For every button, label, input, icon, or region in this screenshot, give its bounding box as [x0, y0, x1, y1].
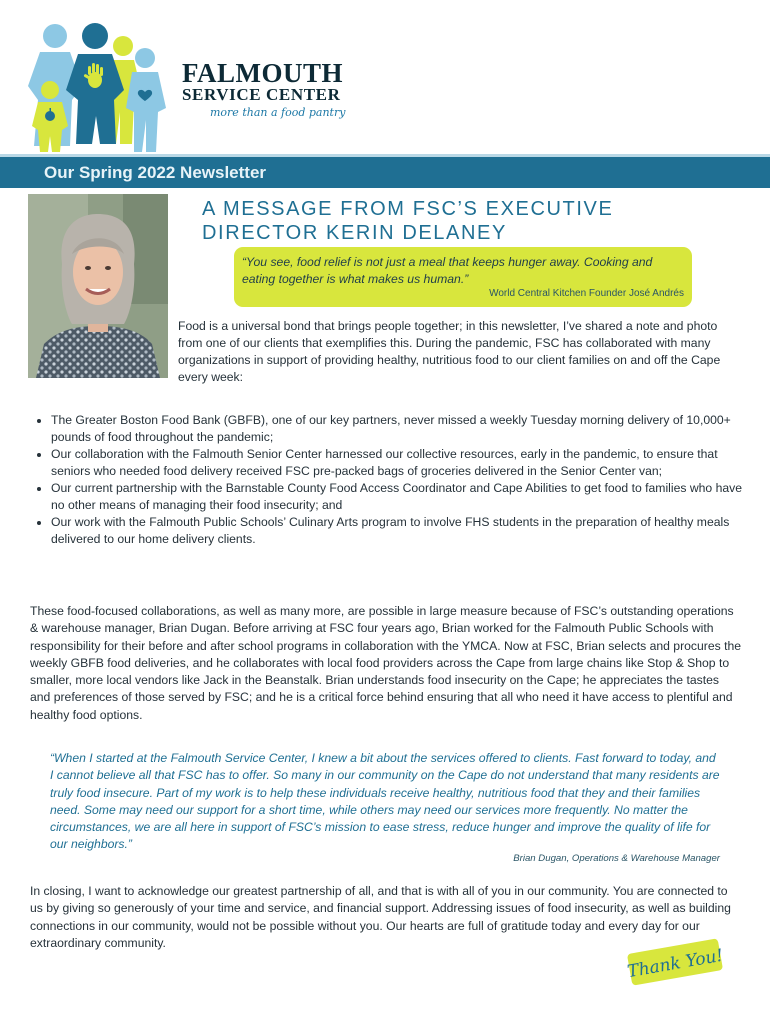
brand-subtitle: SERVICE CENTER [182, 85, 341, 104]
banner-title: Our Spring 2022 Newsletter [44, 163, 267, 182]
intro-paragraph: Food is a universal bond that brings people together; in this newsletter, I’ve shared a note and photo from one of our clients that exemplifies this. During the pandemic, FSC has collaborated with many organizations in support of providing healthy, nutritious food to our client families on and off the Cape every week: [178, 319, 721, 384]
headline-line-2: DIRECTOR KERIN DELANEY [202, 222, 507, 244]
brand-name: FALMOUTH [182, 58, 343, 88]
thank-you-badge [625, 938, 725, 986]
director-portrait [28, 194, 168, 378]
staff-quote-attribution: Brian Dugan, Operations & Warehouse Manager [513, 852, 720, 864]
list-item: • Our collaboration with the Falmouth Senior Center harnessed our collective resources, early in the pandemic, to ensure that seniors who needed food delivery received FSC pre-packed bags of groceries delivered in the Senior Center van; [51, 446, 756, 480]
logo-figures-icon [20, 16, 170, 156]
pull-quote-box [234, 247, 692, 307]
article-headline [202, 197, 742, 245]
staff-quote [50, 750, 720, 864]
partnership-list [30, 412, 756, 548]
list-item: • The Greater Boston Food Bank (GBFB), one of our key partners, never missed a weekly Tuesday morning delivery of 10,000+ pounds of food throughout the pandemic; [51, 412, 756, 446]
staff-quote-text: “When I started at the Falmouth Service Center, I knew a bit about the services offered to clients. Fast forward to today, and I cannot believe all that FSC has to offer. So many in our community on the Cape do not understand that many residents are truly food insecure. Part of my work is to help these individuals receive healthy, nutritious food that they and their families need. Some may need our support for a short time, while others may need our services more frequently. No matter the circumstances, we are all here in support of FSC’s mission to ease stress, reduce hunger and improve the quality of life for our neighbors.” [50, 751, 720, 852]
pull-quote-text: “You see, food relief is not just a meal that keeps hunger away. Cooking and eating together is what makes us human.” [242, 255, 653, 286]
newsletter-banner [0, 154, 770, 188]
closing-paragraph: In closing, I want to acknowledge our greatest partnership of all, and that is with all of you in our community. You are connected to us by giving so generously of your time and service, and financial support. Addressing issues of food insecurity, as well as building connections in our community, would not be possible without you. Our hearts are full of gratitude today and every day for our extraordinary community. [30, 884, 731, 950]
pull-quote-attribution: World Central Kitchen Founder José Andrés [489, 288, 684, 299]
list-item: • Our current partnership with the Barnstable County Food Access Coordinator and Cape Abilities to get food to families who have no other means of managing their food insecurity; and [51, 480, 756, 514]
headline-line-1: A MESSAGE FROM FSC’S EXECUTIVE [202, 198, 614, 220]
thank-you-text: Thank You! [625, 945, 725, 983]
brand-tagline: more than a food pantry [210, 106, 346, 119]
body-paragraph: These food-focused collaborations, as well as many more, are possible in large measure because of FSC’s outstanding operations & warehouse manager, Brian Dugan. Before arriving at FSC four years ago, Brian worked for the Falmouth Public Schools with responsibility for their before and after school programs in collaboration with the YMCA. Now at FSC, Brian selects and procures the weekly GBFB food deliveries, and he collaborates with local food providers across the Cape from large chains like Stop & Shop to smaller, more local vendors like Jack in the Beanstalk. Brian understands food insecurity on the Cape; he appreciates the tastes and preferences of those served by FSC; and he is a critical force behind ensuring that all who need it have access to plentiful and healthy food options. [30, 604, 742, 722]
list-item: • Our work with the Falmouth Public Schools’ Culinary Arts program to involve FHS students in the preparation of healthy meals delivered to our home delivery clients. [51, 514, 756, 548]
